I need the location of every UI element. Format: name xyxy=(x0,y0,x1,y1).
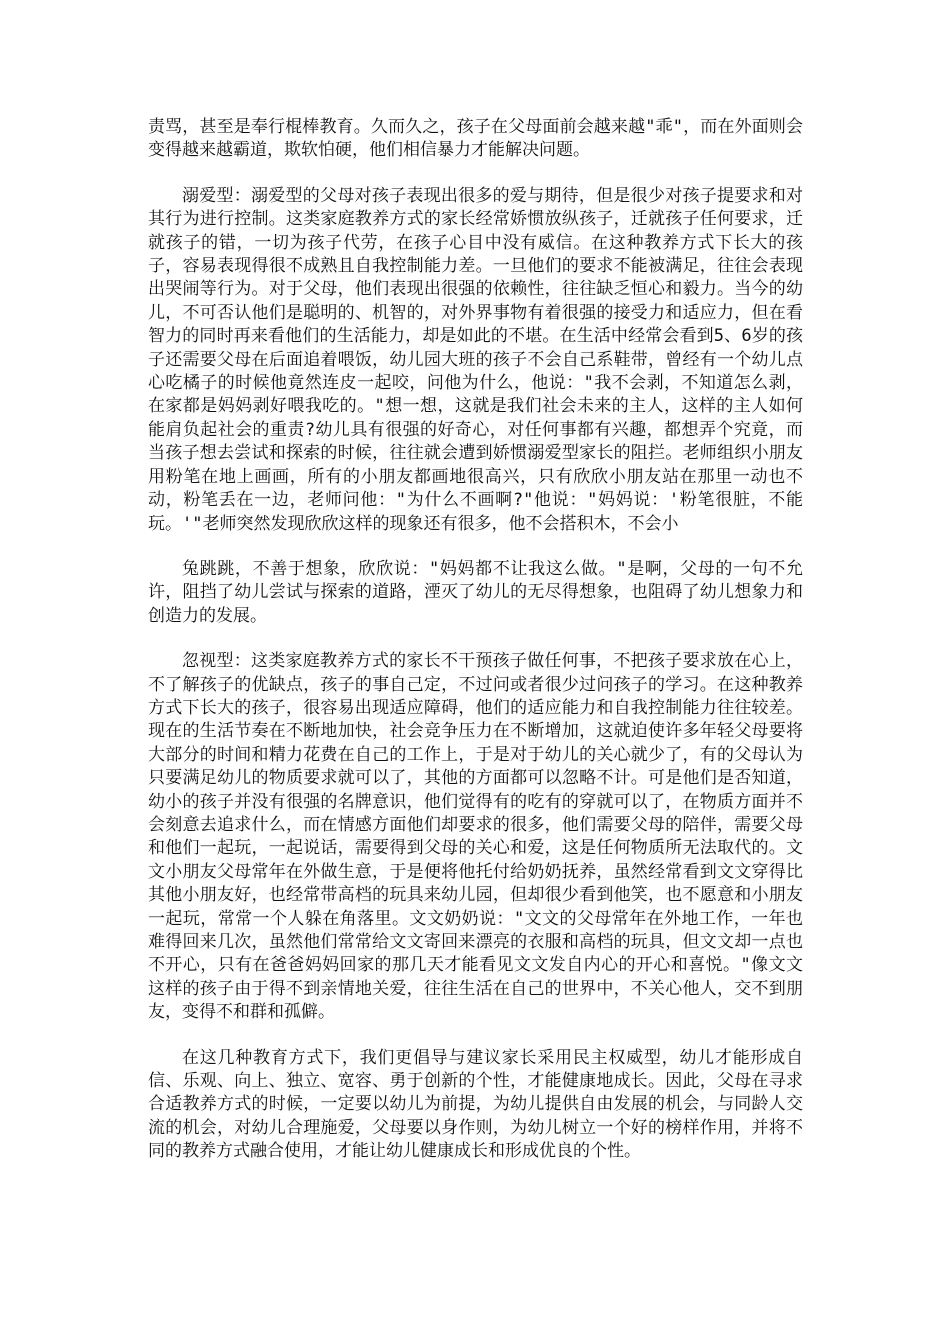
paragraph-imagination: 兔跳跳，不善于想象，欣欣说："妈妈都不让我这么做。"是啊，父母的一句不允许，阻挡了幼儿尝试与探索的道路，湮灭了幼儿的无尽得想象，也阻碍了幼儿想象力和创造力的发展。 xyxy=(148,558,803,626)
paragraph-neglect-type: 忽视型：这类家庭教养方式的家长不干预孩子做任何事，不把孩子要求放在心上，不了解孩子的优缺点，孩子的事自己定，不过问或者很少过问孩子的学习。在这种教养方式下长大的孩子，很容易出现适应障碍，他们的适应能力和自我控制能力往往较差。现在的生活节奏在不断地加快，社会竞争压力在不断增加，这就迫使许多年轻父母要将大部分的时间和精力花费在自己的工作上，于是对于幼儿的关心就少了，有的父母认为只要满足幼儿的物质要求就可以了，其他的方面都可以忽略不计。可是他们是否知道，幼小的孩子并没有很强的名牌意识，他们觉得有的吃有的穿就可以了，在物质方面并不会刻意去追求什么，而在情感方面他们却要求的很多，他们需要父母的陪伴，需要父母和他们一起玩，一起说话，需要得到父母的关心和爱，这是任何物质所无法取代的。文文小朋友父母常年在外做生意，于是便将他托付给奶奶抚养，虽然经常看到文文穿得比其他小朋友好，也经常带高档的玩具来幼儿园，但却很少看到他笑，也不愿意和小朋友一起玩，常常一个人躲在角落里。文文奶奶说："文文的父母常年在外地工作，一年也难得回来几次，虽然他们常常给文文寄回来漂亮的衣服和高档的玩具，但文文却一点也不开心，只有在爸爸妈妈回家的那几天才能看见文文发自内心的开心和喜悦。"像文文这样的孩子由于得不到亲情地关爱，往往生活在自己的世界中，不关心他人，交不到朋友，变得不和群和孤僻。 xyxy=(148,651,803,1023)
document-body xyxy=(148,116,803,1164)
paragraph-conclusion: 在这几种教育方式下，我们更倡导与建议家长采用民主权威型，幼儿才能形成自信、乐观、向上、独立、宽容、勇于创新的个性，才能健康地成长。因此，父母在寻求合适教养方式的时候，一定要以幼儿为前提，为幼儿提供自由发展的机会，与同龄人交流的机会，对幼儿合理施爱，父母要以身作则，为幼儿树立一个好的榜样作用，并将不同的教养方式融合使用，才能让幼儿健康成长和形成优良的个性。 xyxy=(148,1047,803,1162)
paragraph-spoiling-type: 溺爱型：溺爱型的父母对孩子表现出很多的爱与期待，但是很少对孩子提要求和对其行为进行控制。这类家庭教养方式的家长经常娇惯放纵孩子，迁就孩子任何要求，迁就孩子的错，一切为孩子代劳，在孩子心目中没有威信。在这种教养方式下长大的孩子，容易表现得很不成熟且自我控制能力差。一旦他们的要求不能被满足，往往会表现出哭闹等行为。对于父母，他们表现出很强的依赖性，往往缺乏恒心和毅力。当今的幼儿，不可否认他们是聪明的、机智的，对外界事物有着很强的接受力和适应力，但在看智力的同时再来看他们的生活能力，却是如此的不堪。在生活中经常会看到5、6岁的孩子还需要父母在后面追着喂饭，幼儿园大班的孩子不会自己系鞋带，曾经有一个幼儿点心吃橘子的时候他竟然连皮一起咬，问他为什么，他说："我不会剥，不知道怎么剥，在家都是妈妈剥好喂我吃的。"想一想，这就是我们社会未来的主人，这样的主人如何能肩负起社会的重责?幼儿具有很强的好奇心，对任何事都有兴趣，都想弄个究竟，而当孩子想去尝试和探索的时候，往往就会遭到娇惯溺爱型家长的阻拦。老师组织小朋友用粉笔在地上画画，所有的小朋友都画地很高兴，只有欣欣小朋友站在那里一动也不动，粉笔丢在一边，老师问他："为什么不画啊?"他说："妈妈说：'粉笔很脏，不能玩。'"老师突然发现欣欣这样的现象还有很多，他不会搭积木，不会小 xyxy=(148,185,803,534)
paragraph-continuation: 责骂，甚至是奉行棍棒教育。久而久之，孩子在父母面前会越来越"乖"，而在外面则会变得越来越霸道，欺软怕硬，他们相信暴力才能解决问题。 xyxy=(148,117,803,161)
